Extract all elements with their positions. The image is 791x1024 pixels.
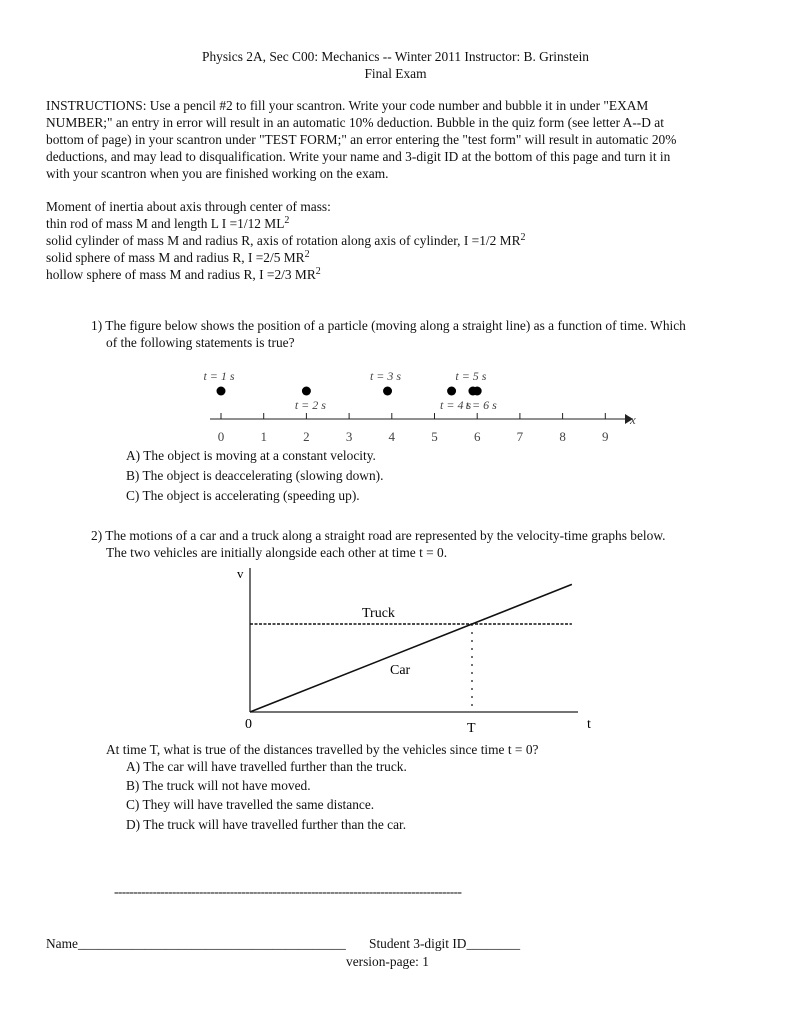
q2-option-a[interactable]: A) The car will have travelled further than the truck. [126,759,407,774]
velocity-time-chart [0,562,791,742]
tick-label: 8 [559,429,566,444]
time-label: t = 2 s [294,398,326,412]
inertia-heading: Moment of inertia about axis through center of mass: [46,199,331,214]
tick-label: 5 [431,429,438,444]
tick-label: T [467,721,476,736]
tick-label: 3 [345,429,353,444]
tick-label: 6 [473,429,481,444]
position-dot [473,387,482,396]
time-label: t = 5 s [455,369,487,383]
instructions-line: deductions, and may lead to disqualification. Write your name and 3-digit ID at the bottom of this page and turn it in [46,149,671,164]
y-axis-label: v [237,566,244,581]
dot-group [203,369,497,412]
tick-label: 0 [245,717,252,732]
name-field[interactable]: Name________________________________________ [46,936,346,951]
q2-stem: 2) The motions of a car and a truck along a straight road are represented by the velocity-time graphs below. [91,528,666,543]
exam-title: Final Exam [364,66,427,81]
q1-option-a[interactable]: A) The object is moving at a constant velocity. [126,448,376,463]
separator: ------------------------------------------------------------------------------------------ [114,884,462,899]
tick-label: 4 [388,429,396,444]
instructions-line: bottom of page) in your scantron under "TEST FORM;" an error entering the "test form" will result in automatic 20% [46,132,677,147]
time-label: t = 3 s [369,369,402,383]
q1-stem: of the following statements is true? [106,335,295,350]
inertia-item: thin rod of mass M and length L I =1/12 $ML^2$ [46,215,290,231]
series-label: Car [390,663,411,678]
inertia-item: solid sphere of mass M and radius R, I =2/5 $MR^2$ [46,249,310,265]
inertia-item: hollow sphere of mass M and radius R, I =2/3 $MR^2$ [46,266,321,282]
chart-marks [245,584,572,736]
instructions-line: INSTRUCTIONS: Use a pencil #2 to fill your scantron. Write your code number and bubble it in under "EXAM [46,98,649,113]
series-line-car [250,584,572,712]
tick-label: 9 [602,429,609,444]
time-label: t = 1 s [203,369,235,383]
position-dot [217,387,226,396]
series-label: Truck [362,606,395,621]
tick-label: 0 [217,429,225,444]
axis-label: x [630,412,636,427]
q1-option-b[interactable]: B) The object is deaccelerating (slowing down). [126,468,384,483]
course-title: Physics 2A, Sec C00: Mechanics -- Winter 2011 Instructor: B. Grinstein [202,49,589,64]
q2-question: At time T, what is true of the distances travelled by the vehicles since time t = 0? [106,742,539,757]
time-label: t = 4 s [440,398,472,412]
instructions-line: NUMBER;" an entry in error will result in an automatic 10% deduction. Bubble in the quiz form (see letter A--D at [46,115,664,130]
position-dot [302,387,311,396]
tick-group [218,413,609,444]
q2-option-b[interactable]: B) The truck will not have moved. [126,778,311,793]
position-figure [0,364,791,449]
time-label: t = 6 s [465,398,497,412]
q1-stem: 1) The figure below shows the position of a particle (moving along a straight line) as a function of time. Which [91,318,686,333]
q2-stem: The two vehicles are initially alongside each other at time t = 0. [106,545,448,560]
position-dot [383,387,392,396]
student-id-field[interactable]: Student 3-digit ID________ [369,936,521,951]
tick-label: 1 [260,429,267,444]
instructions-line: with your scantron when you are finished working on the exam. [46,166,389,181]
inertia-item: solid cylinder of mass M and radius R, axis of rotation along axis of cylinder, I =1/2 $MR^2$ [46,232,526,248]
q2-option-c[interactable]: C) They will have travelled the same distance. [126,797,375,812]
x-axis-label: t [587,717,591,732]
tick-label: 2 [303,429,310,444]
position-dot [447,387,456,396]
tick-label: 7 [516,429,524,444]
q1-option-c[interactable]: C) The object is accelerating (speeding up). [126,488,360,503]
q2-option-d[interactable]: D) The truck will have travelled further than the car. [126,817,407,832]
version-page: version-page: 1 [346,954,429,969]
